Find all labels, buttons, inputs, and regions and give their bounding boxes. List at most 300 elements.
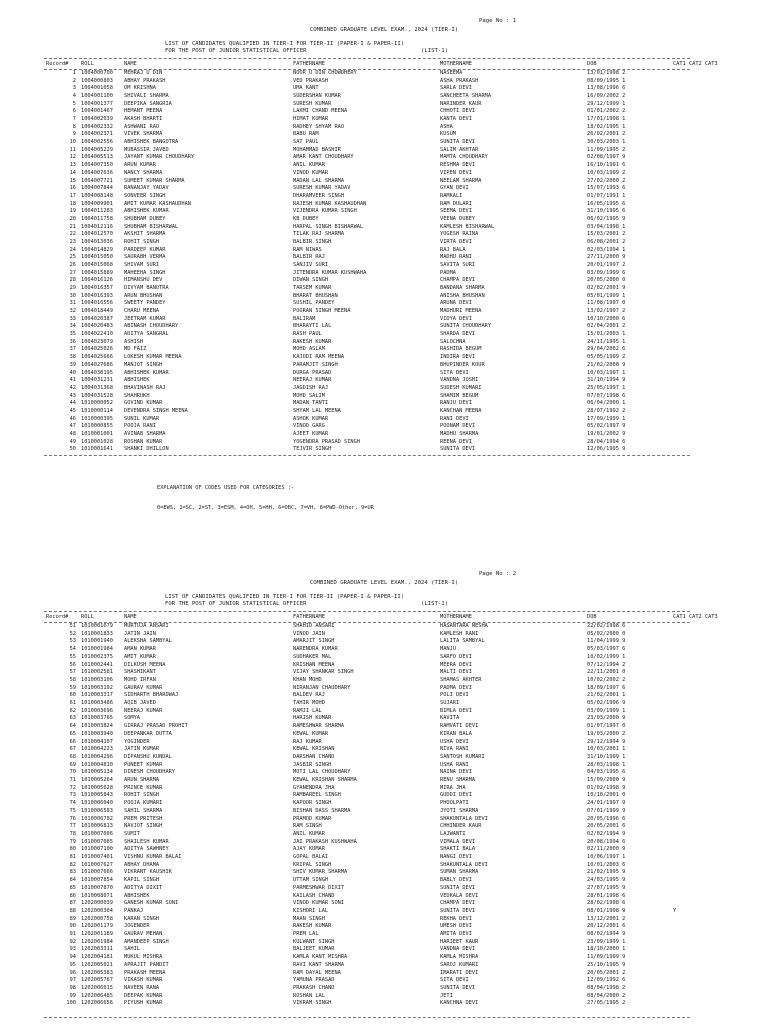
cell-rec: 37 (69, 346, 76, 353)
cell-mother: MALTI DEVI (440, 669, 472, 676)
table-row (0, 939, 768, 947)
cell-roll: 1004025666 (81, 354, 113, 361)
cell-roll: 1004014829 (81, 246, 113, 253)
cell-father: BALBIR SINGH (293, 238, 332, 245)
cell-rec: 60 (69, 692, 76, 699)
cell-father: NARENDRA KUMAR (293, 646, 338, 653)
cell-rec: 45 (69, 407, 76, 414)
cell-mother: RANI DEVI (440, 415, 469, 422)
cell-father: RAM NIWAS (293, 246, 322, 253)
cell-roll: 1004005229 (81, 146, 113, 153)
cell-name: ABHISHEK KUMAR (124, 369, 169, 376)
cell-name: DEVENDRA SINGH MEENA (124, 407, 188, 414)
cell-dob: 22/02/1998 6 (587, 623, 626, 629)
cell-mother: MIRA JHA (440, 784, 466, 791)
cell-name: SUMIT (124, 830, 140, 837)
cell-dob: 24/11/1995 1 (587, 338, 626, 345)
cell-rec: 7 (72, 116, 76, 123)
cell-dob: 28/04/1994 6 (587, 438, 626, 445)
cell-name: LOKESH KUMAR MEENA (124, 354, 182, 361)
cell-roll: 1010005134 (81, 769, 113, 776)
cell-mother: MADHU RANI (440, 254, 472, 261)
cell-father: BALIRAM (293, 315, 316, 322)
cell-name: DIPANSHU KUNDAL (124, 753, 172, 760)
cell-roll: 1010001833 (81, 630, 113, 637)
cell-rec: 34 (69, 323, 76, 330)
cell-roll: 1004002556 (81, 139, 113, 146)
cell-name: ADITYA SANGRAL (124, 331, 169, 338)
cell-mother: MANJU (440, 646, 456, 653)
table-row (0, 178, 768, 186)
table-row (0, 362, 768, 370)
cell-father: SHYAM LAL MEENA (293, 407, 341, 414)
cell-name: POOJA KUMARI (124, 800, 163, 807)
cell-roll: 1004011758 (81, 215, 113, 222)
cell-dob: 05/02/2000 0 (587, 630, 626, 637)
cell-roll: 1010002581 (81, 669, 113, 676)
cell-mother: PHOOLPATI (440, 800, 469, 807)
cell-father: BABU RAM (293, 131, 319, 138)
cell-rec: 82 (69, 861, 76, 868)
cell-rec: 73 (69, 792, 76, 799)
cell-dob: 15/09/2000 9 (587, 777, 626, 783)
cell-dob: 11/09/1999 9 (587, 954, 626, 961)
cell-rec: 84 (69, 877, 76, 884)
cell-roll: 1004001377 (81, 100, 113, 107)
cell-father: DARSHAN CHAND (293, 753, 335, 760)
cell-name: SAURABH VERMA (124, 254, 166, 261)
cell-father: KAMLA KANT MISHRA (293, 954, 348, 961)
cell-mother: RAMKALI (440, 192, 463, 199)
cell-rec: 16 (69, 185, 76, 192)
table-row (0, 954, 768, 962)
cell-rec: 54 (69, 646, 76, 653)
cell-mother: SALOCHNA (440, 338, 466, 345)
cell-mother: PADMA (440, 269, 456, 276)
cell-dob: 02/03/1994 1 (587, 246, 626, 253)
cell-father: YAMUNA PRASAD (293, 977, 335, 984)
cell-rec: 62 (69, 707, 76, 714)
cell-roll: 1004015050 (81, 254, 113, 261)
cell-father: BISHAN DASS SHARMA (293, 807, 351, 814)
cell-rec: 47 (69, 423, 76, 430)
cell-roll: 1202005021 (81, 961, 113, 968)
cell-name: DEEPANKAR DUTTA (124, 730, 172, 737)
cell-father: UTTAM SINGH (293, 877, 329, 884)
cell-roll: 1010000855 (81, 423, 113, 430)
cell-father: VINOD KUMAR SONI (293, 900, 345, 907)
cell-dob: 21/02/2001 1 (587, 692, 626, 699)
cell-mother: CHHINDER KAUR (440, 823, 482, 830)
cell-mother: CHHOTI DEVI (440, 108, 476, 115)
cell-father: RAMESHWAR SHARMA (293, 723, 345, 730)
cell-name: JOGENDER (124, 923, 150, 930)
cell-father: SANJIV SURI (293, 262, 329, 268)
cell-dob: 20/05/2001 2 (587, 969, 626, 976)
cell-father: TAHIR MOHD (293, 700, 325, 706)
table-row (0, 785, 768, 793)
table-row (0, 916, 768, 924)
cell-dob: 10/02/2002 2 (587, 676, 626, 683)
cell-rec: 87 (69, 900, 76, 907)
table-row (0, 93, 768, 101)
cell-roll: 1004005513 (81, 154, 113, 161)
cell-dob: 31/10/1995 6 (587, 208, 626, 215)
cell-dob: 07/01/1999 9 (587, 807, 626, 814)
cell-rec: 71 (69, 777, 76, 783)
cell-mother: SUNITA DEVI (440, 884, 476, 891)
cell-name: AMIT KUMAR KASHAUDHAN (124, 200, 191, 207)
table-row (0, 124, 768, 132)
cell-rec: 29 (69, 285, 76, 292)
cell-dob: 27/02/2000 2 (587, 177, 626, 184)
separator (44, 1017, 690, 1018)
cell-rec: 2 (72, 77, 76, 84)
cell-roll: 1202000039 (81, 900, 113, 907)
list-title: LIST OF CANDIDATES QUALIFIED IN TIER-I FOR TIER-II (PAPER-I & PAPER-II) (165, 41, 405, 47)
cell-roll: 1010005628 (81, 784, 113, 791)
cell-mother: VEDKALA DEVI (440, 892, 479, 899)
cell-mother: SUNITA DEVI (440, 446, 476, 453)
cell-name: PANKAJ (124, 907, 144, 914)
cell-father: UMA KANT (293, 85, 319, 92)
cell-mother: KIRAN BALA (440, 730, 472, 737)
cell-roll: 1010007666 (81, 869, 113, 876)
cell-roll: 1004016556 (81, 300, 113, 307)
cell-name: GAURAV KUMAR (124, 684, 163, 691)
cell-rec: 56 (69, 661, 76, 668)
cell-mother: SUMAN SHARMA (440, 869, 479, 876)
table-row (0, 877, 768, 885)
table-row (0, 416, 768, 424)
cell-name: SIDHARTH BHARDWAJ (124, 692, 179, 699)
cell-roll: 1004008148 (81, 192, 113, 199)
table-row (0, 777, 768, 785)
cell-dob: 18/02/1995 1 (587, 123, 626, 130)
table-row (0, 323, 768, 331)
cell-name: CHARU MEENA (124, 308, 160, 315)
cell-rec: 96 (69, 969, 76, 976)
cell-dob: 10/03/1999 2 (587, 169, 626, 176)
cell-mother: NASEEMA (440, 70, 463, 76)
table-row (0, 385, 768, 393)
cell-dob: 06/08/2001 2 (587, 238, 626, 245)
cell-name: MUBASSIR JAVED (124, 146, 169, 153)
cell-dob: 20/01/1997 2 (587, 262, 626, 268)
cell-name: ABINASH CHOUDHARY (124, 323, 179, 330)
cell-rec: 3 (72, 85, 76, 92)
table-row (0, 962, 768, 970)
cell-father: MADAN TANTI (293, 400, 329, 407)
separator (44, 611, 690, 612)
cell-dob: 08/09/1995 1 (587, 77, 626, 84)
table-row (0, 216, 768, 224)
cell-roll: 1010007854 (81, 877, 113, 884)
cell-mother: JYOTI SHARMA (440, 807, 479, 814)
cell-mother: REENA DEVI (440, 438, 472, 445)
cell-mother: KUSUM (440, 131, 456, 138)
cell-mother: RENU SHARMA (440, 777, 476, 783)
cell-name: ABHISHEK (124, 377, 150, 384)
table-row (0, 300, 768, 308)
table-row (0, 900, 768, 908)
cell-father: VINOD GARG (293, 423, 325, 430)
cell-dob: 19/01/2002 9 (587, 430, 626, 437)
cell-name: GAURAV MEHAN (124, 931, 163, 937)
cell-roll: 1004013036 (81, 238, 113, 245)
cell-mother: ASHA (440, 123, 453, 130)
cell-roll: 1004001467 (81, 108, 113, 115)
cell-rec: 27 (69, 269, 76, 276)
cell-rec: 59 (69, 684, 76, 691)
cell-rec: 8 (72, 123, 76, 130)
cell-roll: 1004031528 (81, 392, 113, 399)
cell-rec: 99 (69, 992, 76, 999)
cell-rec: 64 (69, 723, 76, 730)
cell-dob: 07/07/1998 6 (587, 392, 626, 399)
cell-dob: 18/09/1997 6 (587, 684, 626, 691)
cell-rec: 20 (69, 215, 76, 222)
cell-dob: 25/05/1997 1 (587, 384, 626, 391)
table-row (0, 285, 768, 293)
cell-roll: 1004023079 (81, 338, 113, 345)
cell-rec: 14 (69, 169, 76, 176)
cell-name: ASHISH (124, 338, 144, 345)
cell-roll: 1004020483 (81, 323, 113, 330)
cell-dob: 10/02/1999 1 (587, 653, 626, 660)
cell-dob: 03/09/1999 1 (587, 707, 626, 714)
cell-father: VED PRAKASH (293, 77, 329, 84)
cell-roll: 1010002441 (81, 661, 113, 668)
cell-name: DILKUSH MEENA (124, 661, 166, 668)
category-legend (157, 471, 374, 525)
cell-father: MOHAMMAD BASHIR (293, 146, 341, 153)
table-row (0, 970, 768, 978)
cell-mother: IMARATI DEVI (440, 969, 479, 976)
cell-dob: 05/02/1996 9 (587, 700, 626, 706)
cell-mother: KANCHNA DEVI (440, 1000, 479, 1007)
cell-father: YOGENDRA PRASAD SINGH (293, 438, 360, 445)
cell-mother: MAMTA CHOUDHARY (440, 154, 488, 161)
cell-mother: BABLY DEVI (440, 877, 472, 884)
post-line: FOR THE POST OF JUNIOR STATISTICAL OFFICER (LIST-1) (165, 48, 448, 54)
cell-rec: 85 (69, 884, 76, 891)
cell-mother: KANCHAN MEENA (440, 407, 482, 414)
cell-dob: 01/07/1991 1 (587, 192, 626, 199)
cell-roll: 1004009901 (81, 200, 113, 207)
cell-name: HIMANSHU DEV (124, 277, 163, 284)
cell-rec: 67 (69, 746, 76, 753)
table-row (0, 677, 768, 685)
cell-mother: SHAMIM BEGUM (440, 392, 479, 399)
cell-father: KAPOOR SINGH (293, 800, 332, 807)
cell-mother: VIDYA DEVI (440, 315, 472, 322)
cell-roll: 1010007401 (81, 854, 113, 860)
cell-roll: 1202006485 (81, 992, 113, 999)
table-row (0, 239, 768, 247)
cell-rec: 18 (69, 200, 76, 207)
cell-rec: 95 (69, 961, 76, 968)
cell-dob: 02/02/2001 9 (587, 285, 626, 292)
cell-mother: SUNITA DEVI (440, 984, 476, 991)
cell-father: VIJAY SHANKAR SINGH (293, 669, 354, 676)
cell-name: NEERAJ KUMAR (124, 707, 163, 714)
cell-name: AMIT KUMAR (124, 653, 156, 660)
table-row (0, 623, 768, 631)
cell-rec: 75 (69, 807, 76, 814)
cell-dob: 28/03/1998 1 (587, 761, 626, 768)
cell-roll: 1010003486 (81, 700, 113, 706)
cell-rec: 22 (69, 231, 76, 238)
cell-dob: 25/10/1995 9 (587, 961, 626, 968)
cell-dob: 17/01/1998 1 (587, 116, 626, 123)
table-row (0, 339, 768, 347)
cell-dob: 01/07/1997 0 (587, 723, 626, 730)
cell-dob: 06/02/1995 9 (587, 215, 626, 222)
cell-rec: 78 (69, 830, 76, 837)
cell-mother: VANDNA JOSHI (440, 377, 479, 384)
table-row (0, 70, 768, 78)
cell-name: BHAVINASH RAJ (124, 384, 166, 391)
cell-dob: 27/11/2000 9 (587, 254, 626, 261)
table-row (0, 201, 768, 209)
cell-roll: 1202001189 (81, 931, 113, 937)
table-row (0, 116, 768, 124)
cell-dob: 04/03/1995 6 (587, 769, 626, 776)
cell-roll: 1010001679 (81, 623, 113, 629)
cell-rec: 15 (69, 177, 76, 184)
cell-name: AVINAB SHARMA (124, 430, 166, 437)
cell-father: MOHD ASLAM (293, 346, 325, 353)
cell-mother: HASANTARA NESHA (440, 623, 488, 629)
cell-rec: 81 (69, 854, 76, 860)
table-row (0, 231, 768, 239)
cell-dob: 15/07/1993 6 (587, 185, 626, 192)
table-row (0, 869, 768, 877)
cell-father: SURESH KUMAR (293, 100, 332, 107)
cell-father: VINOD JAIN (293, 630, 325, 637)
cell-dob: 03/04/1998 1 (587, 223, 626, 230)
cell-roll: 1010006813 (81, 823, 113, 830)
cell-name: MAHEEHA SINGH (124, 269, 166, 276)
cell-dob: 02/08/1997 9 (587, 154, 626, 161)
table-row (0, 147, 768, 155)
cell-father: PREM LAL (293, 931, 319, 937)
cell-rec: 10 (69, 139, 76, 146)
table-row (0, 308, 768, 316)
cell-father: RAKESH KUMAR (293, 338, 332, 345)
cell-dob: 31/10/1994 9 (587, 377, 626, 384)
cell-rec: 49 (69, 438, 76, 445)
table-row (0, 316, 768, 324)
table-row (0, 846, 768, 854)
cell-rec: 13 (69, 162, 76, 169)
table-row (0, 185, 768, 193)
cell-mother: INDIRA DEVI (440, 354, 476, 361)
cell-dob: 22/11/2001 0 (587, 669, 626, 676)
cell-mother: RAMVATI DEVI (440, 723, 479, 730)
cell-dob: 01/01/2002 2 (587, 108, 626, 115)
cell-rec: 52 (69, 630, 76, 637)
cell-rec: 100 (66, 1000, 76, 1007)
cell-mother: CHAMPA DEVI (440, 900, 476, 907)
cell-name: SHAHRUKH (124, 392, 150, 399)
cell-mother: SITA DEVI (440, 977, 469, 984)
table-row (0, 685, 768, 693)
cell-father: DURGA PRASAD (293, 369, 332, 376)
cell-rec: 98 (69, 984, 76, 991)
cell-roll: 1010000114 (81, 407, 113, 414)
cell-roll: 1004002371 (81, 131, 113, 138)
table-row (0, 170, 768, 178)
table-row (0, 792, 768, 800)
cell-mother: SANCHEETA SHARMA (440, 93, 492, 100)
cell-name: YOGINDER (124, 738, 150, 745)
cell-father: SHIV KUMAR SHARMA (293, 869, 348, 876)
cell-name: SAHIL SHARMA (124, 807, 163, 814)
cell-rec: 26 (69, 262, 76, 268)
cell-name: SHIVALI SHARMA (124, 93, 169, 100)
cell-name: SHIVAM SURI (124, 262, 160, 268)
cell-father: RAM DAYAL MEENA (293, 969, 341, 976)
table-row (0, 293, 768, 301)
cell-roll: 1004015068 (81, 262, 113, 268)
cell-rec: 74 (69, 800, 76, 807)
cell-name: ALEKSHA SAMBYAL (124, 638, 172, 645)
cell-father: RASH PAUL (293, 331, 322, 338)
cell-name: PIYUSH KUMAR (124, 1000, 163, 1007)
cell-name: VIKRANT KAUSHIK (124, 869, 172, 876)
cell-roll: 1004001100 (81, 93, 113, 100)
table-row (0, 208, 768, 216)
cell-mother: VIPEN DEVI (440, 169, 472, 176)
cell-name: JEETRAM KUMAR (124, 315, 166, 322)
cell-mother: USHA DEVI (440, 738, 469, 745)
cell-roll: 1010004223 (81, 746, 113, 753)
cell-father: SUDERSHAN KUMAR (293, 93, 341, 100)
cell-roll: 1010006702 (81, 815, 113, 822)
cell-roll: 1004018449 (81, 308, 113, 315)
cell-roll: 1010003696 (81, 707, 113, 714)
cell-father: VIKRAM SINGH (293, 1000, 332, 1007)
cell-father: DIWAN SINGH (293, 277, 329, 284)
cell-mother: BIMLA DEVI (440, 707, 472, 714)
cell-father: VINOD KUMAR (293, 169, 329, 176)
table-row (0, 669, 768, 677)
cell-mother: SHARDA DEVI (440, 331, 476, 338)
cell-father: KRISHAN MEENA (293, 661, 335, 668)
cell-name: APRAJIT PANDIT (124, 961, 169, 968)
cell-mother: POONAM DEVI (440, 423, 476, 430)
table-row (0, 631, 768, 639)
table-row (0, 769, 768, 777)
cell-name: ASHWANI RAO (124, 123, 160, 130)
cell-rec: 21 (69, 223, 76, 230)
cell-roll: 1010002375 (81, 653, 113, 660)
cell-father: ASHOK KUMAR (293, 415, 329, 422)
cell-rec: 58 (69, 676, 76, 683)
cell-mother: PADMA DEVI (440, 684, 472, 691)
cell-rec: 89 (69, 915, 76, 922)
cell-rec: 40 (69, 369, 76, 376)
table-row (0, 393, 768, 401)
cell-roll: 1010004107 (81, 738, 113, 745)
cell-name: KARAN SINGH (124, 915, 160, 922)
cell-name: RANANJAY YADAV (124, 185, 169, 192)
cell-name: GIRRAJ PRASAD PROHIT (124, 723, 188, 730)
cell-mother: RASHIDA BEGUM (440, 346, 482, 353)
table-row (0, 78, 768, 86)
